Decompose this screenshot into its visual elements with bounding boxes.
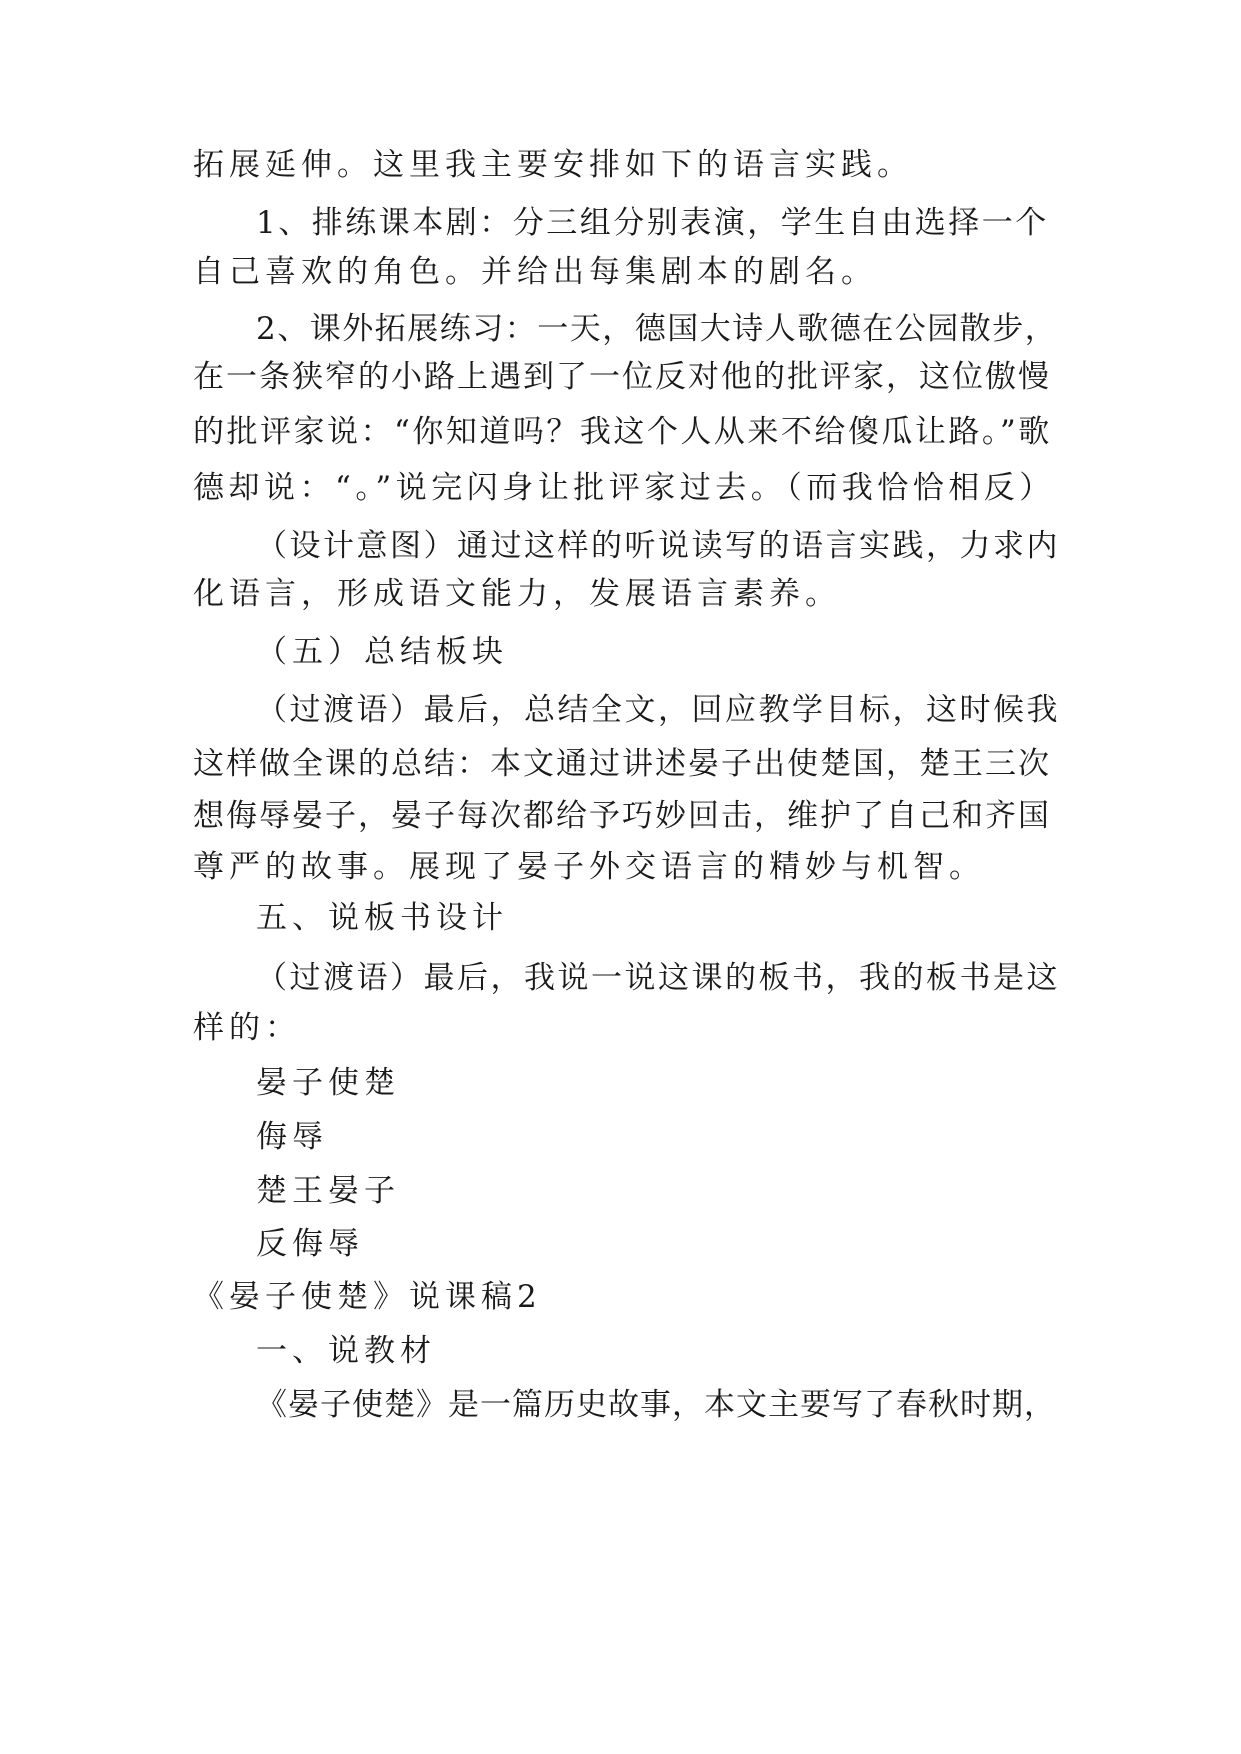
body-text-line: 的批评家说：“你知道吗？我这个人从来不给傻瓜让路。”歌 bbox=[193, 414, 1052, 450]
section-heading: 一、说教材 bbox=[256, 1333, 436, 1369]
board-line: 反侮辱 bbox=[256, 1226, 364, 1262]
body-text-line: 想侮辱晏子，晏子每次都给予巧妙回击，维护了自己和齐国 bbox=[193, 798, 1051, 834]
body-text-line: 《晏子使楚》是一篇历史故事，本文主要写了春秋时期， bbox=[256, 1387, 1056, 1423]
body-text-line: 拓展延伸。这里我主要安排如下的语言实践。 bbox=[193, 147, 913, 183]
board-line: 侮辱 bbox=[256, 1119, 328, 1155]
body-text-line: 德却说：“。”说完闪身让批评家过去。（而我恰恰相反） bbox=[193, 470, 1055, 506]
section-heading: （五）总结板块 bbox=[256, 634, 508, 670]
section-heading: 五、说板书设计 bbox=[256, 900, 508, 936]
body-text-line: （过渡语）最后，总结全文，回应教学目标，这时候我 bbox=[256, 692, 1060, 728]
body-text-line: 尊严的故事。展现了晏子外交语言的精妙与机智。 bbox=[193, 849, 985, 885]
body-text-line: 在一条狭窄的小路上遇到了一位反对他的批评家，这位傲慢 bbox=[193, 359, 1051, 395]
document-title: 《晏子使楚》说课稿2 bbox=[193, 1279, 542, 1315]
body-text-line: 自己喜欢的角色。并给出每集剧本的剧名。 bbox=[193, 254, 877, 290]
body-text-line: 这样做全课的总结：本文通过讲述晏子出使楚国，楚王三次 bbox=[193, 746, 1051, 782]
body-text-line: 化语言，形成语文能力，发展语言素养。 bbox=[193, 576, 841, 612]
body-text-line: 1、排练课本剧：分三组分别表演，学生自由选择一个 bbox=[256, 205, 1049, 241]
body-text-line: 样的： bbox=[193, 1010, 301, 1046]
body-text-line: 2、课外拓展练习：一天，德国大诗人歌德在公园散步， bbox=[256, 311, 1058, 347]
board-line: 楚王晏子 bbox=[256, 1173, 400, 1209]
board-line: 晏子使楚 bbox=[256, 1065, 400, 1101]
body-text-line: （过渡语）最后，我说一说这课的板书，我的板书是这 bbox=[256, 960, 1060, 996]
body-text-line: （设计意图）通过这样的听说读写的语言实践，力求内 bbox=[256, 528, 1060, 564]
